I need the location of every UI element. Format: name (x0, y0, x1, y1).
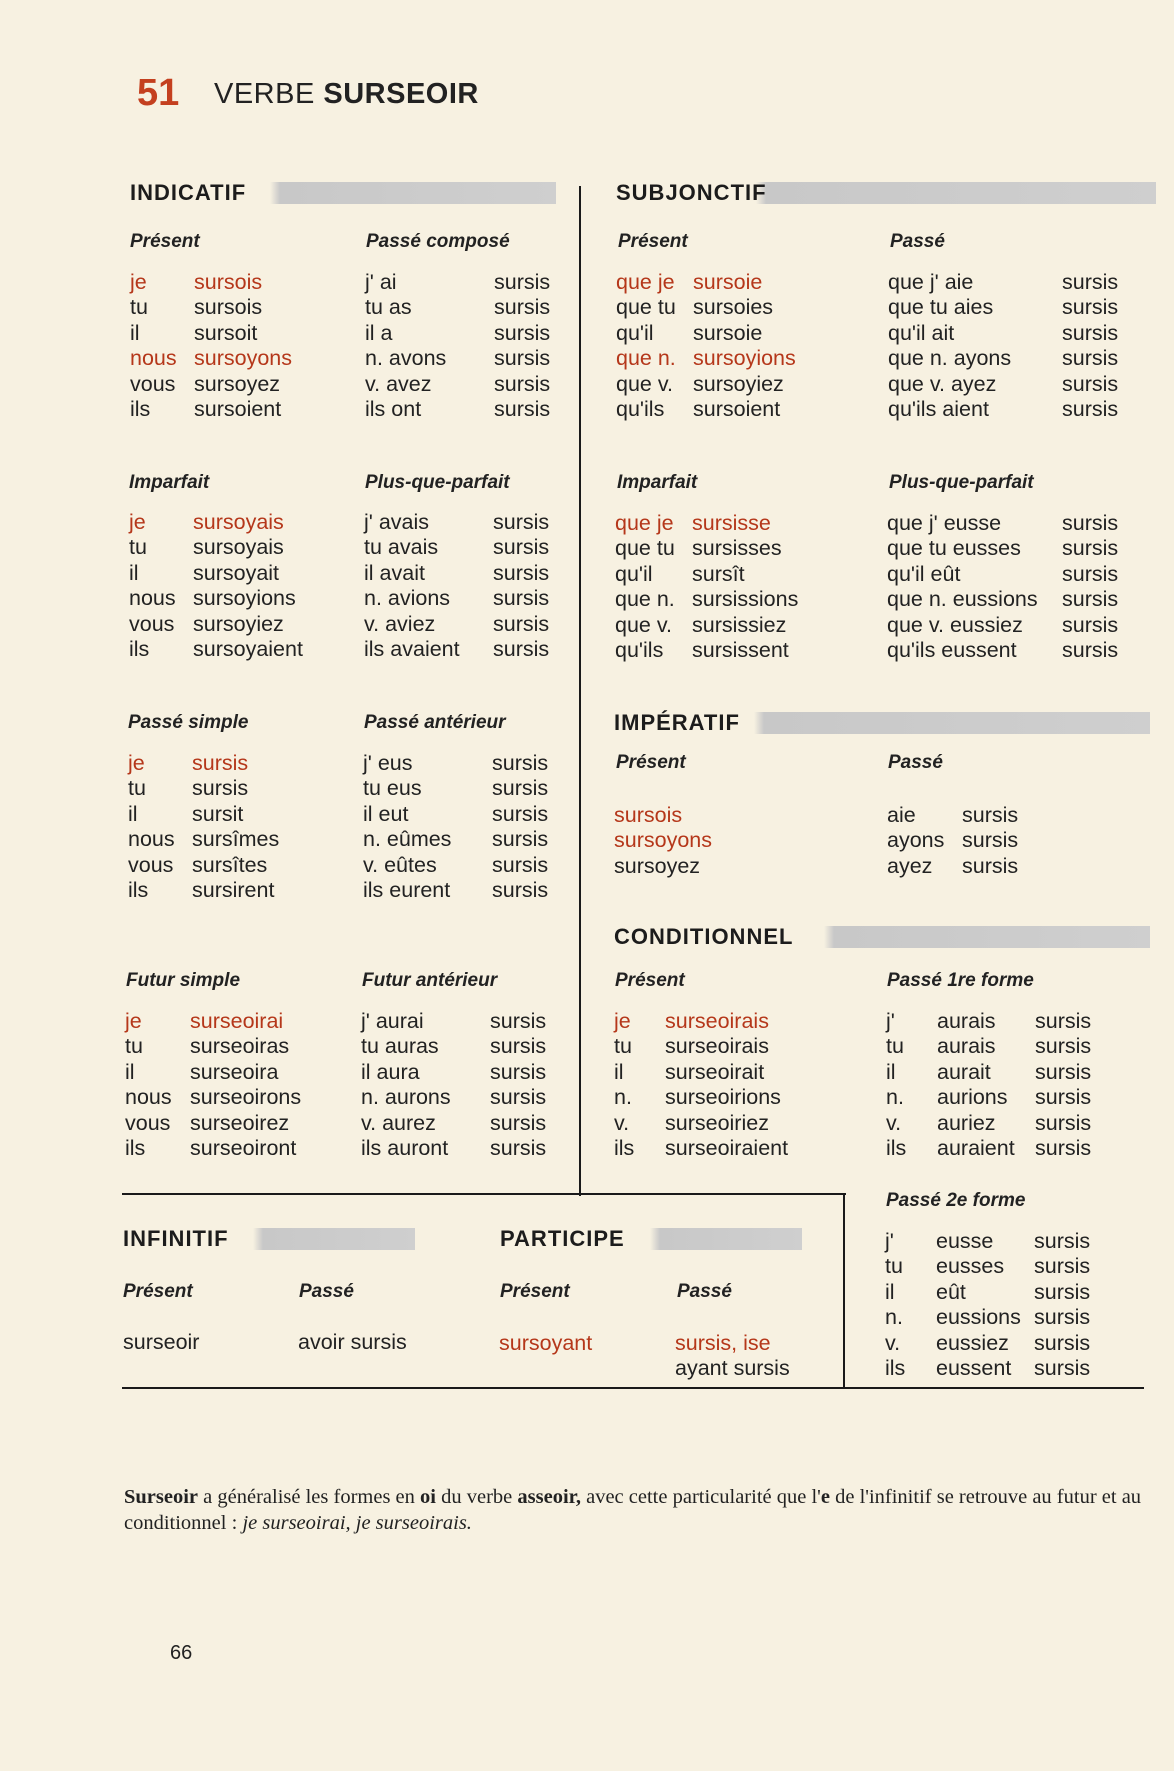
tense-label: Imparfait (129, 472, 210, 493)
participle-column: sursis sursis sursis sursis sursis sursis (1035, 1009, 1092, 1161)
form-column: sursisse sursisses sursît sursissions sursissiez sursissent (692, 511, 799, 663)
pronoun-column: que je que tu qu'il que n. que v. qu'ils (616, 270, 676, 422)
auxiliary-column: que j' aie que tu aies qu'il ait que n. ayons que v. ayez qu'ils aient (888, 270, 1012, 422)
infinitif-passe: avoir sursis (298, 1330, 407, 1354)
participle-column: sursis sursis sursis sursis sursis sursis (492, 751, 549, 903)
tense-label: Passé (888, 752, 943, 773)
participe-passe: sursis, ise ayant sursis (675, 1331, 790, 1381)
pronoun-column: j' tu il n. v. ils (885, 1229, 906, 1381)
pronoun-column: que je que tu qu'il que n. que v. qu'ils (615, 511, 675, 663)
auxiliary-column: j' avais tu avais il avait n. avions v. aviez ils avaient (364, 510, 460, 662)
page-number: 66 (170, 1642, 193, 1664)
participle-column: sursis sursis sursis sursis sursis sursis (493, 510, 550, 662)
participle-column: sursis sursis sursis sursis sursis sursis (490, 1009, 547, 1161)
tense-label: Présent (615, 970, 685, 991)
pronoun-column: j' tu il n. v. ils (886, 1009, 907, 1161)
tense-label: Présent (130, 231, 200, 252)
tense-label: Présent (618, 231, 688, 252)
section-participe: PARTICIPE (500, 1228, 802, 1250)
form-column: surseoirai surseoiras surseoira surseoirons surseoirez surseoiront (190, 1009, 302, 1161)
section-imperatif: IMPÉRATIF (614, 712, 1150, 734)
form-column: surseoirais surseoirais surseoirait surseoirions surseoiriez surseoiraient (665, 1009, 789, 1161)
tense-label: Plus-que-parfait (889, 472, 1034, 493)
auxiliary-column: j' ai tu as il a n. avons v. avez ils ont (365, 270, 447, 422)
infinitif-top-rule (122, 1193, 846, 1195)
participe-present: sursoyant (499, 1331, 593, 1355)
tense-label: Présent (123, 1281, 193, 1302)
pronoun-column: je tu il nous vous ils (128, 751, 175, 903)
tense-label: Passé composé (366, 231, 510, 252)
tense-label: Présent (616, 752, 686, 773)
tense-label: Futur antérieur (362, 970, 498, 991)
auxiliary-column: j' eus tu eus il eut n. eûmes v. eûtes ils eurent (363, 751, 452, 903)
tense-label: Imparfait (617, 472, 698, 493)
tense-label: Passé 1re forme (887, 970, 1034, 991)
auxiliary-column: eusse eusses eût eussions eussiez eussent (936, 1229, 1021, 1381)
usage-note: Surseoir a généralisé les formes en oi du verbe asseoir, avec cette particularité que l'e de l'infinitif se retrouve au futur et au conditionnel : je surseoirai, je surseoirais. (124, 1486, 1142, 1534)
pronoun-column: je tu il n. v. ils (614, 1009, 635, 1161)
auxiliary-column: aie ayons ayez (887, 803, 945, 878)
tense-label: Passé (890, 231, 945, 252)
bottom-rule (122, 1387, 1144, 1389)
section-indicatif: INDICATIF (130, 182, 556, 204)
tense-label: Passé antérieur (364, 712, 506, 733)
participle-column: sursis sursis sursis sursis sursis sursis (1034, 1229, 1091, 1381)
section-infinitif: INFINITIF (123, 1228, 415, 1250)
verb-name: SURSEOIR (323, 78, 479, 110)
auxiliary-column: que j' eusse que tu eusses qu'il eût que n. eussions que v. eussiez qu'ils eussent (887, 511, 1038, 663)
form-column: sursis sursis sursit sursîmes sursîtes sursirent (192, 751, 280, 903)
page-title: VERBE SURSEOIR (214, 78, 479, 110)
auxiliary-column: aurais aurais aurait aurions auriez auraient (937, 1009, 1015, 1161)
model-number: 51 (137, 72, 180, 114)
tense-label: Passé (299, 1281, 354, 1302)
tense-label: Plus-que-parfait (365, 472, 510, 493)
column-divider (579, 186, 581, 1196)
tense-label: Passé (677, 1281, 732, 1302)
form-column: sursois sursois sursoit sursoyons sursoyez sursoient (194, 270, 292, 422)
participle-column: sursis sursis sursis (962, 803, 1019, 878)
infinitif-right-rule (843, 1193, 845, 1389)
participle-column: sursis sursis sursis sursis sursis sursis (1062, 270, 1119, 422)
infinitif-present: surseoir (123, 1330, 200, 1354)
tense-label: Présent (500, 1281, 570, 1302)
tense-label: Passé simple (128, 712, 249, 733)
participle-column: sursis sursis sursis sursis sursis sursis (494, 270, 551, 422)
auxiliary-column: j' aurai tu auras il aura n. aurons v. aurez ils auront (361, 1009, 451, 1161)
section-conditionnel: CONDITIONNEL (614, 926, 1150, 948)
form-column: sursoie sursoies sursoie sursoyions sursoyiez sursoient (693, 270, 796, 422)
section-subjonctif: SUBJONCTIF (616, 182, 1156, 204)
form-column: sursoyais sursoyais sursoyait sursoyions sursoyiez sursoyaient (193, 510, 303, 662)
tense-label: Futur simple (126, 970, 241, 991)
participle-column: sursis sursis sursis sursis sursis sursis (1062, 511, 1119, 663)
pronoun-column: je tu il nous vous ils (130, 270, 177, 422)
pronoun-column: je tu il nous vous ils (129, 510, 176, 662)
pronoun-column: je tu il nous vous ils (125, 1009, 172, 1161)
form-column: sursois sursoyons sursoyez (614, 803, 712, 878)
tense-label: Passé 2e forme (886, 1190, 1026, 1211)
